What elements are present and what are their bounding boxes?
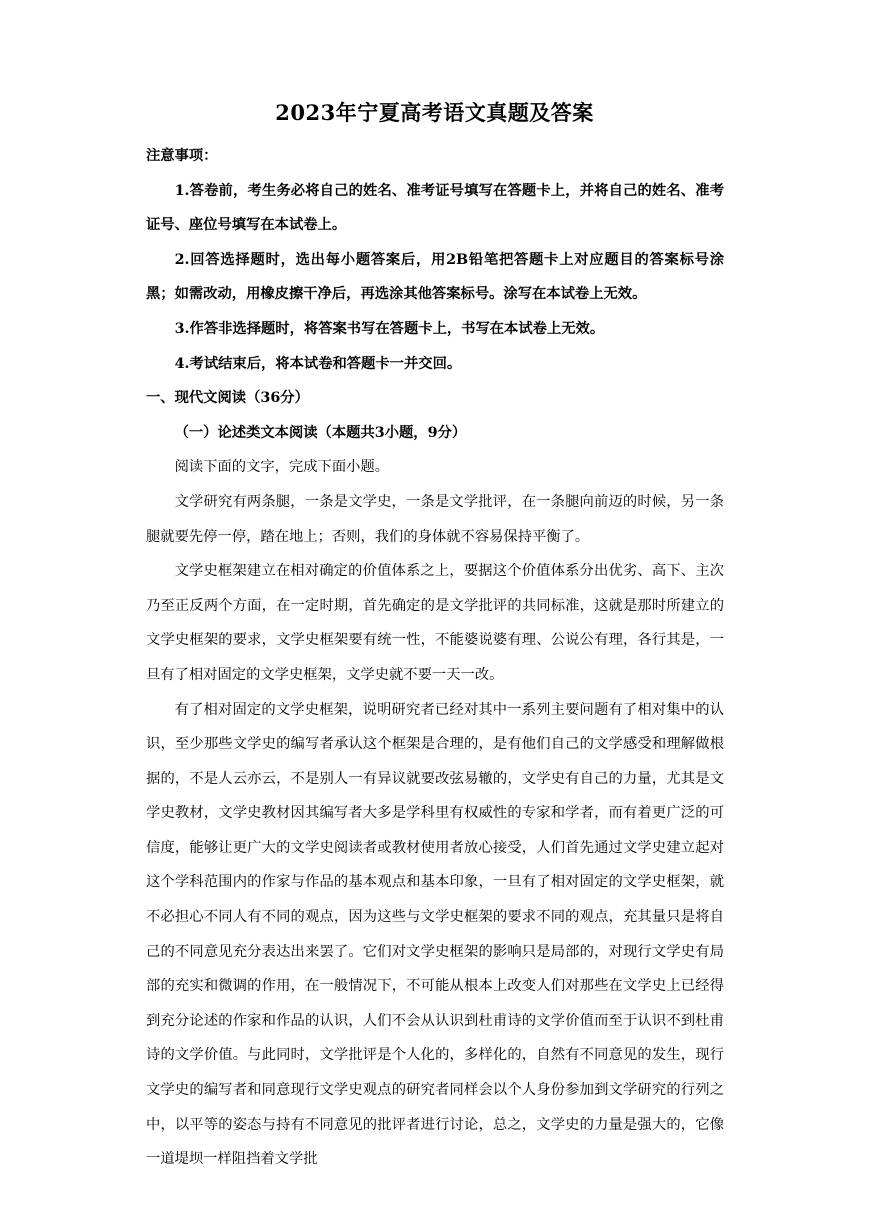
notice-item: 3.作答非选择题时，将答案书写在答题卡上，书写在本试卷上无效。 — [174, 320, 605, 337]
section-heading: 一、现代文阅读（36分） — [146, 390, 309, 407]
document-body — [146, 139, 724, 1177]
notice-heading: 注意事项： — [146, 148, 218, 164]
reading-instruction: 阅读下面的文字，完成下面小题。 — [174, 459, 390, 476]
document-title: 2023年宁夏高考语文真题及答案 — [275, 100, 594, 125]
subsection-heading: （一）论述类文本阅读（本题共3小题，9分） — [174, 424, 467, 441]
notice-item: 2.回答选择题时，选出每小题答案后，用2B铅笔把答题卡上对应题目的答案标号涂黑；如需改动，用橡皮擦干净后，再选涂其他答案标号。涂写在本试卷上无效。 — [146, 251, 724, 303]
passage-paragraph: 文学研究有两条腿，一条是文学史，一条是文学批评，在一条腿向前迈的时候，另一条腿就要先停一停，踏在地上；否则，我们的身体就不容易保持平衡了。 — [146, 493, 724, 545]
notice-item: 4.考试结束后，将本试卷和答题卡一并交回。 — [174, 355, 462, 372]
notice-item: 1.答卷前，考生务必将自己的姓名、准考证号填写在答题卡上，并将自己的姓名、准考证号、座位号填写在本试卷上。 — [146, 182, 724, 234]
passage-paragraph: 有了相对固定的文学史框架，说明研究者已经对其中一系列主要问题有了相对集中的认识，至少那些文学史的编写者承认这个框架是合理的，是有他们自己的文学感受和理解做根据的，不是人云亦云，不是别人一有异议就要改弦易辙的，文学史有自己的力量，尤其是文学史教材，文学史教材因其编写者大多是学科里有权威性的专家和学者，而有着更广泛的可信度，能够让更广大的文学史阅读者或教材使用者放心接受，人们首先通过文学史建立起对这个学科范围内的作家与作品的基本观点和基本印象，一旦有了相对固定的文学史框架，就不必担心不同人有不同的观点，因为这些与文学史框架的要求不同的观点，充其量只是将自己的不同意见充分表达出来罢了。它们对文学史框架的影响只是局部的，对现行文学史有局部的充实和微调的作用，在一般情况下，不可能从根本上改变人们对那些在文学史上已经得到充分论述的作家和作品的认识，人们不会从认识到杜甫诗的文学价值而至于认识不到杜甫诗的文学价值。与此同时，文学批评是个人化的，多样化的，自然有不同意见的发生，现行文学史的编写者和同意现行文学史观点的研究者同样会以个人身份参加到文学研究的行列之中，以平等的姿态与持有不同意见的批评者进行讨论，总之，文学史的力量是强大的，它像一道堤坝一样阻挡着文学批 — [146, 701, 724, 1168]
passage-paragraph: 文学史框架建立在相对确定的价值体系之上，要据这个价值体系分出优劣、高下、主次乃至正反两个方面，在一定时期，首先确定的是文学批评的共同标准，这就是那时所建立的文学史框架的要求，文学史框架要有统一性，不能婆说婆有理、公说公有理，各行其是，一旦有了相对固定的文学史框架，文学史就不要一天一改。 — [146, 563, 724, 683]
